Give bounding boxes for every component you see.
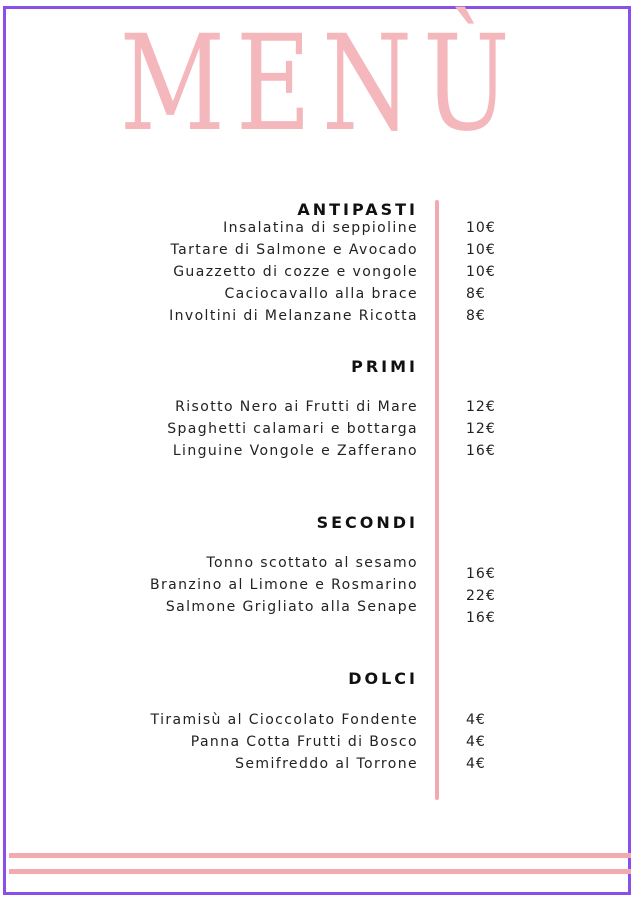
menu-item-name: Branzino al Limone e Rosmarino [149, 577, 418, 593]
menu-item-price: 10€ [466, 220, 496, 236]
vertical-divider [435, 200, 439, 800]
menu-item-price: 12€ [466, 421, 496, 437]
menu-item-name: Tartare di Salmone e Avocado [170, 242, 418, 258]
menu-item-price: 16€ [466, 566, 496, 582]
menu-item-name: Tonno scottato al sesamo [206, 555, 418, 571]
menu-item-name: Tiramisù al Cioccolato Fondente [150, 712, 418, 728]
menu-item-name: Panna Cotta Frutti di Bosco [190, 734, 418, 750]
menu-item-name: Spaghetti calamari e bottarga [167, 421, 418, 437]
menu-item-name: Insalatina di seppioline [223, 220, 418, 236]
footer-line-top [9, 853, 631, 858]
menu-item-name: Salmone Grigliato alla Senape [165, 599, 418, 615]
menu-item-name: Involtini di Melanzane Ricotta [169, 308, 418, 324]
menu-item-name: Semifreddo al Torrone [235, 756, 418, 772]
menu-item-price: 4€ [466, 734, 486, 750]
menu-title: MENÙ [119, 7, 521, 161]
menu-item-price: 4€ [466, 756, 486, 772]
section-heading-antipasti: ANTIPASTI [297, 200, 418, 219]
footer-line-bottom [9, 869, 631, 874]
menu-item-price: 16€ [466, 443, 496, 459]
menu-item-name: Caciocavallo alla brace [224, 286, 418, 302]
menu-item-price: 22€ [466, 588, 496, 604]
menu-item-name: Guazzetto di cozze e vongole [173, 264, 418, 280]
menu-item-name: Linguine Vongole e Zafferano [172, 443, 418, 459]
menu-item-price: 10€ [466, 264, 496, 280]
menu-item-price: 16€ [466, 610, 496, 626]
section-heading-dolci: DOLCI [348, 669, 418, 688]
section-heading-secondi: SECONDI [316, 513, 418, 532]
section-heading-primi: PRIMI [351, 357, 418, 376]
menu-item-price: 10€ [466, 242, 496, 258]
menu-item-price: 8€ [466, 308, 486, 324]
menu-item-price: 8€ [466, 286, 486, 302]
menu-item-name: Risotto Nero ai Frutti di Mare [175, 399, 418, 415]
menu-item-price: 4€ [466, 712, 486, 728]
menu-item-price: 12€ [466, 399, 496, 415]
